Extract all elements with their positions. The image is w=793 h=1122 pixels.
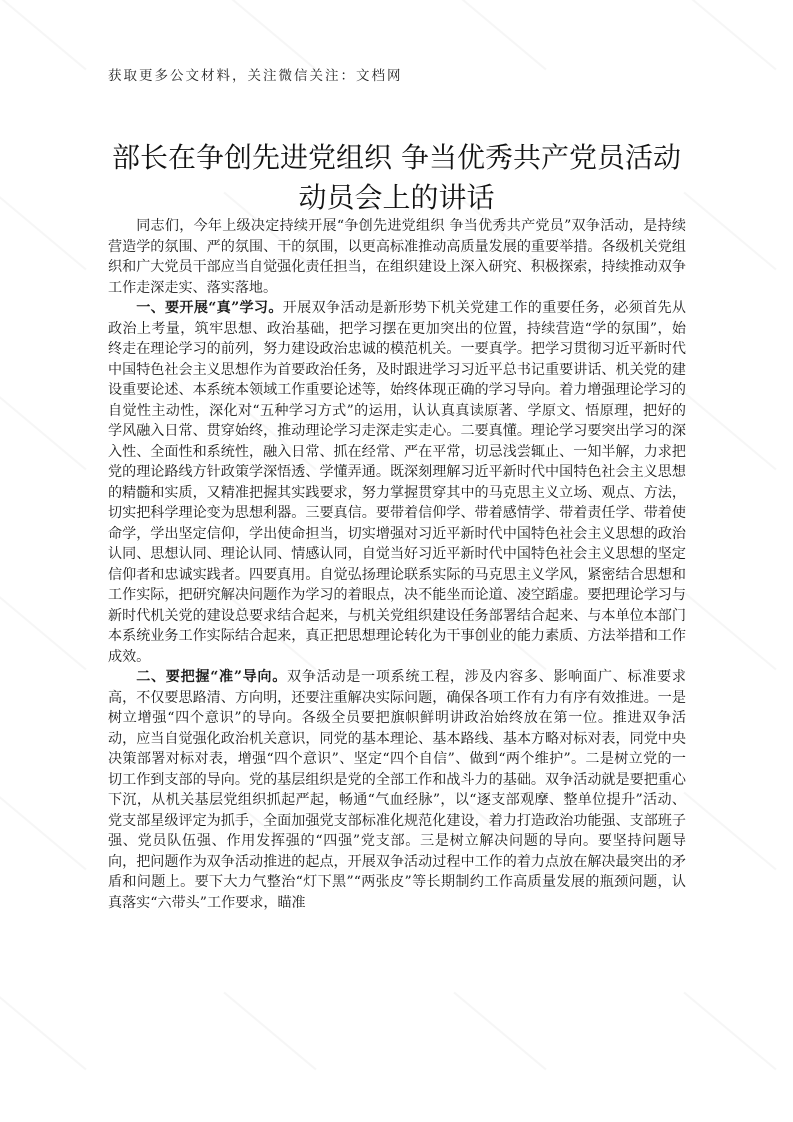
watermark-mark — [0, 392, 87, 471]
watermark-mark — [683, 792, 776, 871]
watermark-mark — [0, 0, 87, 70]
paragraph-heading: 二、要把握“准”导向。 — [136, 669, 288, 685]
paragraph-text: 双争活动是一项系统工程，涉及内容多、影响面广、标准要求高，不仅要思路清、方向明，还要注重解决实际问题，确保各项工作有力有序有效推进。一是树立增强“四个意识”的导向。各级全员要把旗帜鲜明讲政治始终放在第一位。推进双争活动，应当自觉强化政治机关意识，同党的基本理论、基本路线、基本方略对标对表，同党中央决策部署对标对表，增强“四个意识”、坚定“四个自信”、做到“两个维护”。二是树立党的一切工作到支部的导向。党的基层组织是党的全部工作和战斗力的基础。双争活动就是要把重心下沉，从机关基层党组织抓起严起，畅通“气血经脉”，以“逐支部观摩、整单位提升”活动、党支部星级评定为抓手，全面加强党支部标准化规范化建设，着力打造政治功能强、支部班子强、党员队伍强、作用发挥强的“四强”党支部。三是树立解决问题的导向。要坚持问题导向，把问题作为双争活动推进的起点，开展双争活动过程中工作的着力点放在解决最突出的矛盾和问题上。要下大力气整治“灯下黑”“两张皮”等长期制约工作高质量发展的瓶颈问题，认真落实“六带头”工作要求，瞄准 — [108, 669, 686, 911]
watermark-mark — [0, 792, 87, 871]
watermark-mark — [683, 592, 776, 671]
paragraph-text: 开展双争活动是新形势下机关党建工作的重要任务，必须首先从政治上考量，筑牢思想、政治基础，把学习摆在更加突出的位置，持续营造“学的氛围”，始终走在理论学习的前列，努力建设政治忠诚的模范机关。一要真学。把学习贯彻习近平新时代中国特色社会主义思想作为首要政治任务，及时跟进学习习近平总书记重要讲话、机关党的建设重要论述、本系统本领域工作重要论述等，始终体现正确的学习导向。着力增强理论学习的自觉性主动性，深化对“五种学习方式”的运用，认认真真读原著、学原文、悟原理，把好的学风融入日常、贯穿始终，推动理论学习走深走实走心。二要真懂。理论学习要突出学习的深入性、全面性和系统性，融入日常、抓在经常、严在平常，切忌浅尝辄止、一知半解，力求把党的理论路线方针政策学深悟透、学懂弄通。既深刻理解习近平新时代中国特色社会主义思想的精髓和实质，又精准把握其实践要求，努力掌握贯穿其中的马克思主义立场、观点、方法，切实把科学理论变为思想利器。三要真信。要带着信仰学、带着感情学、带着责任学、带着使命学，学出坚定信仰，学出使命担当，切实增强对习近平新时代中国特色社会主义思想的政治认同、思想认同、理论认同、情感认同，自觉当好习近平新时代中国特色社会主义思想的坚定信仰者和忠诚实践者。四要真用。自觉弘扬理论联系实际的马克思主义学风，紧密结合思想和工作实际，把研究解决问题作为学习的着眼点，决不能坐而论道、凌空蹈虚。要把理论学习与新时代机关党的建设总要求结合起来，与机关党组织建设任务部署结合起来、与本单位本部门本系统业务工作实际结合起来，真正把思想理论转化为干事创业的能力素质、方法举措和工作成效。 — [108, 300, 687, 665]
watermark-mark — [683, 192, 776, 271]
paragraph-text: 同志们，今年上级决定持续开展“争创先进党组织 争当优秀共产党员”双争活动，是持续营造学的氛围、严的氛围、干的氛围，以更高标准推动高质量发展的重要举措。各级机关党组织和广大党员干部应当自觉强化责任担当，在组织建设上深入研究、积极探索，持续推动双争工作走深走实、落实落地。 — [108, 218, 686, 296]
page-title: 部长在争创先进党组织 争当优秀共产党员活动动员会上的讲话 — [112, 141, 681, 214]
paragraph-section-1 — [108, 298, 686, 667]
header-note: 获取更多公文材料，关注微信关注：文档网 — [108, 68, 403, 84]
document-body — [108, 216, 686, 913]
watermark-mark — [0, 192, 87, 271]
watermark-mark — [0, 592, 87, 671]
watermark-mark — [683, 392, 776, 471]
watermark-mark — [0, 992, 87, 1071]
paragraph-heading: 一、要开展“真”学习。 — [136, 300, 283, 316]
watermark-mark — [683, 0, 776, 70]
paragraph-intro — [108, 216, 686, 298]
watermark-mark — [453, 992, 546, 1071]
watermark-mark — [223, 992, 316, 1071]
watermark-mark — [453, 0, 546, 70]
paragraph-section-2 — [108, 667, 686, 913]
watermark-mark — [223, 0, 316, 70]
watermark-mark — [683, 992, 776, 1071]
